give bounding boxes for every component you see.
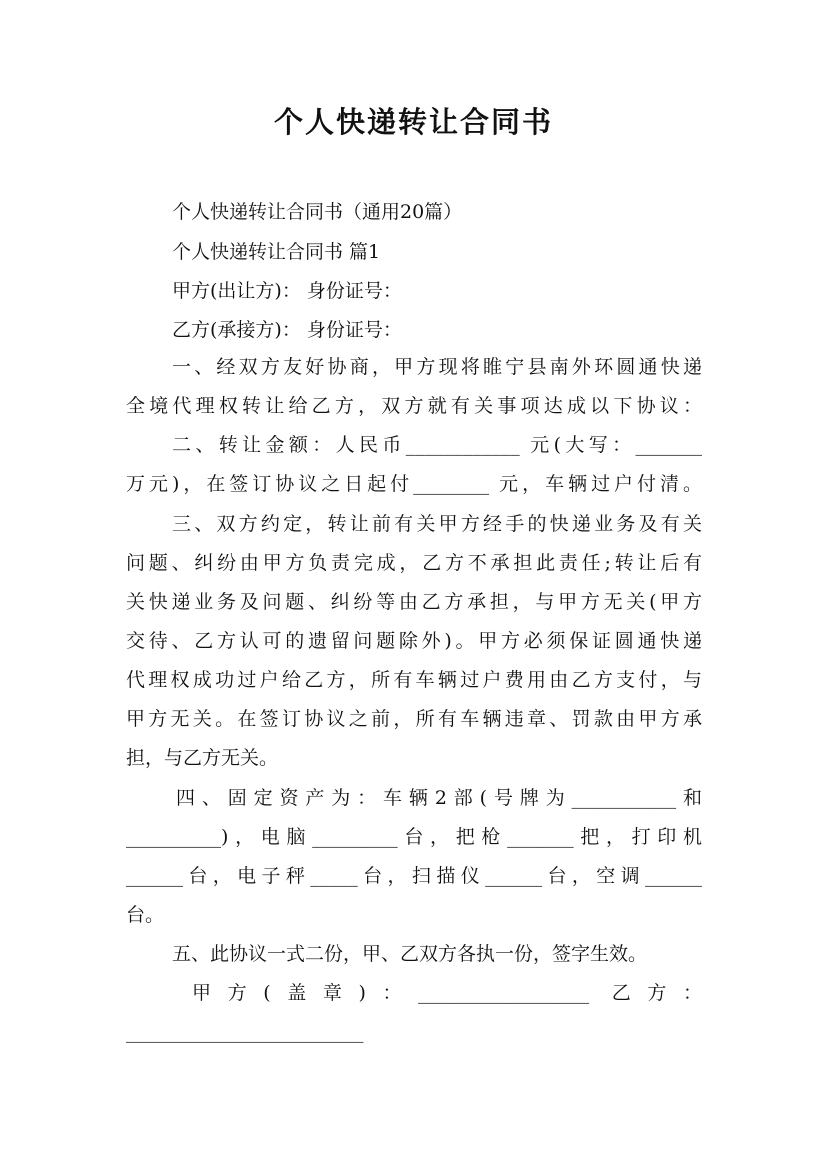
party-a-line: 甲方(出让方)： 身份证号： (172, 280, 402, 302)
clause-3-line-6: 甲方无关。在签订协议之前，所有车辆违章、罚款由甲方承 (126, 708, 702, 730)
clause-3-line-2: 问题、纠纷由甲方负责完成，乙方不承担此责任;转让后有 (126, 552, 702, 574)
signature-line-2: _________________________ (126, 1021, 364, 1043)
clause-3-line-5: 代理权成功过户给乙方，所有车辆过户费用由乙方支付，与 (126, 669, 702, 691)
document-title: 个人快递转让合同书 (273, 105, 553, 139)
clause-4-line-2: __________)，电脑_________台，把枪_______把，打印机 (126, 826, 702, 848)
clause-3-line-7: 担，与乙方无关。 (126, 747, 279, 769)
clause-5-line: 五、此协议一式二份，甲、乙双方各执一份，签字生效。 (172, 943, 648, 965)
clause-1-line-1: 一、经双方友好协商，甲方现将睢宁县南外环圆通快递 (172, 356, 702, 378)
clause-2-line-1: 二、转让金额：人民币____________ 元(大写：_______ (172, 434, 702, 456)
clause-3-line-3: 关快递业务及问题、纠纷等由乙方承担，与甲方无关(甲方 (126, 591, 702, 613)
clause-2-line-2: 万元)，在签订协议之日起付________ 元，车辆过户付清。 (126, 473, 702, 495)
section-heading: 个人快递转让合同书 篇1 (172, 241, 381, 263)
clause-3-line-4: 交待、乙方认可的遗留问题除外)。甲方必须保证圆通快递 (126, 630, 702, 652)
clause-3-line-1: 三、双方约定，转让前有关甲方经手的快递业务及有关 (172, 513, 702, 535)
clause-4-line-1: 四、固定资产为：车辆2部(号牌为___________和 (176, 787, 702, 809)
subtitle-line: 个人快递转让合同书（通用20篇） (172, 201, 463, 223)
party-b-line: 乙方(承接方)： 身份证号： (172, 319, 402, 341)
clause-1-line-2: 全境代理权转让给乙方，双方就有关事项达成以下协议： (126, 395, 702, 417)
signature-line-1: 甲方(盖章)：__________________ 乙方： (192, 982, 702, 1004)
clause-4-line-4: 台。 (126, 904, 165, 926)
clause-4-line-3: ______台，电子秤_____台，扫描仪______台，空调______ (126, 865, 702, 887)
